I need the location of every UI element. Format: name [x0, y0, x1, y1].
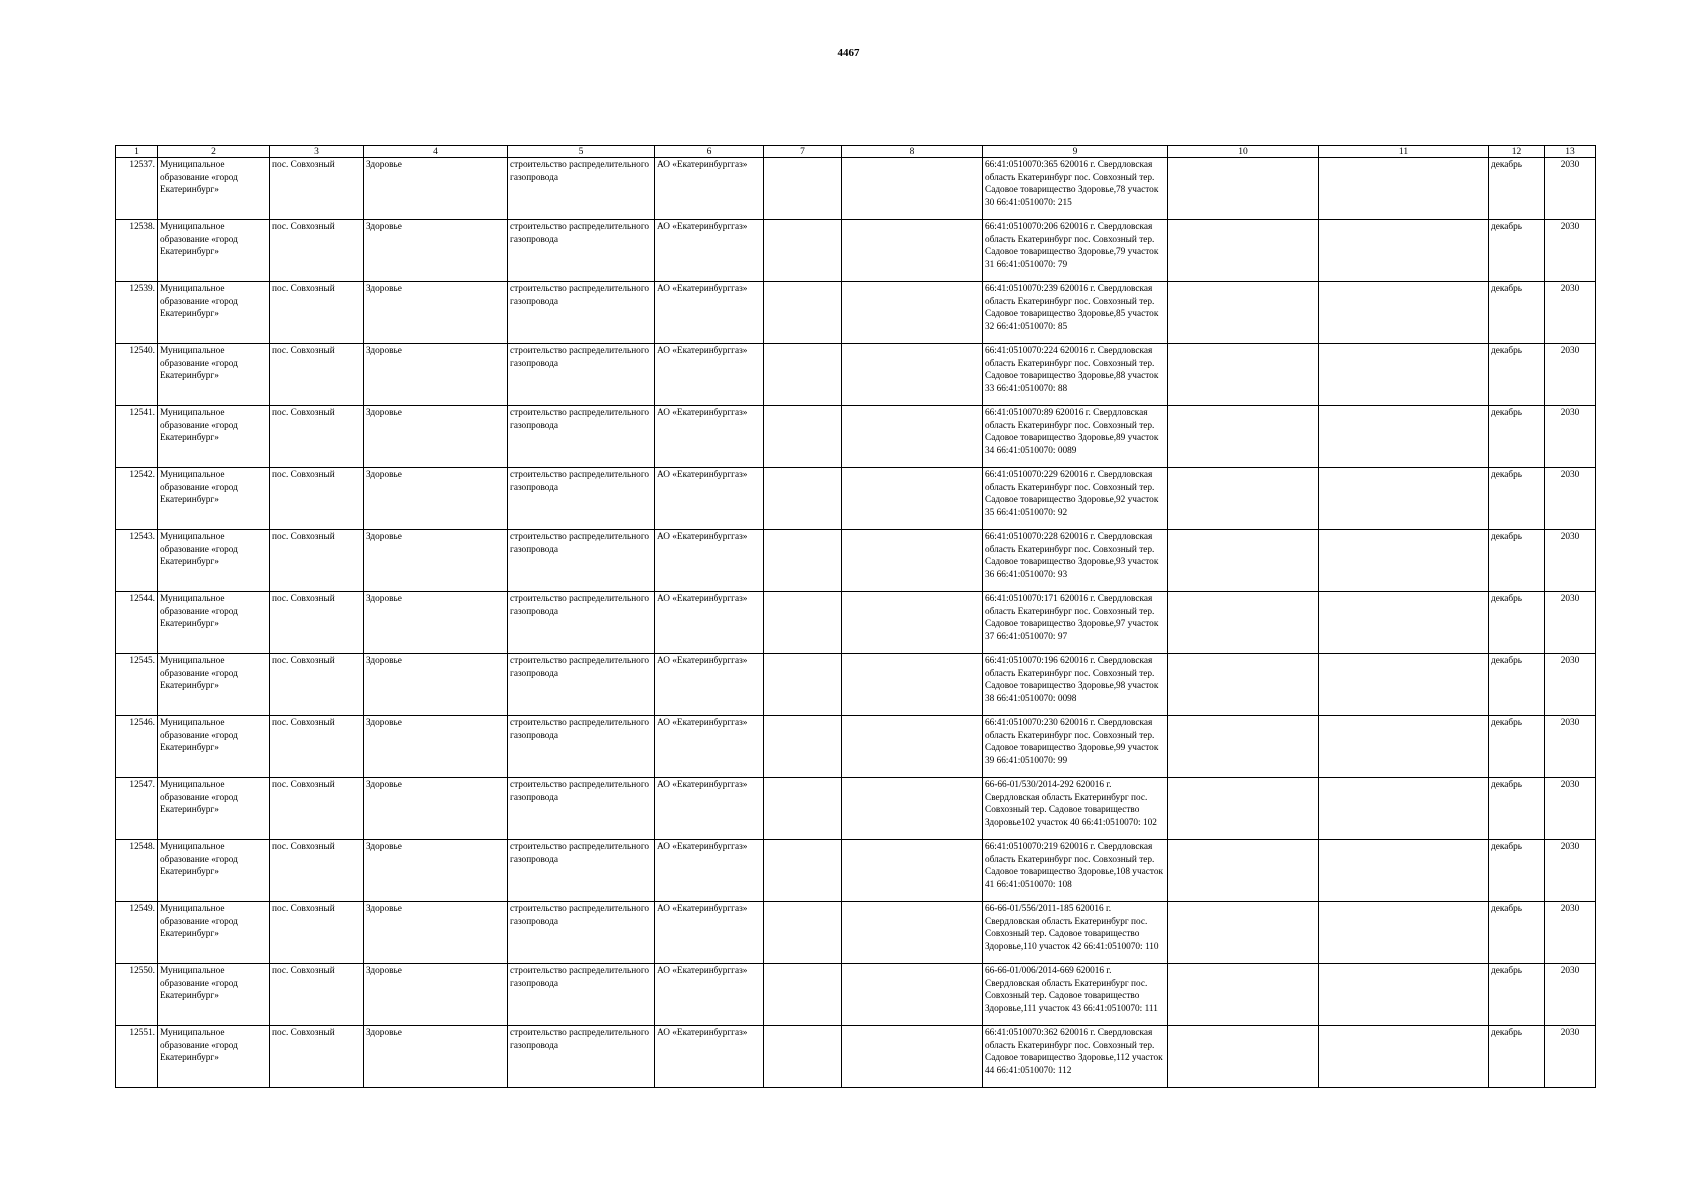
table-row: [116, 468, 1596, 530]
cadastral-address-cell: 66:41:0510070:228 620016 г. Свердловская область Екатеринбург пос. Совхозный тер. Садовое товарищество Здоровье,93 участок 36 66:41:0510070: 93: [983, 530, 1168, 592]
column-10-cell: [1168, 964, 1319, 1026]
column-8-cell: [842, 406, 983, 468]
cadastral-address-cell: 66:41:0510070:206 620016 г. Свердловская область Екатеринбург пос. Совхозный тер. Садовое товарищество Здоровье,79 участок 31 66:41:0510070: 79: [983, 220, 1168, 282]
year-cell: 2030: [1545, 902, 1596, 964]
column-header-4: 4: [364, 146, 508, 158]
work-type-cell: строительство распределительного газопровода: [508, 654, 655, 716]
table-row: [116, 592, 1596, 654]
row-number: 12549.: [116, 902, 158, 964]
column-10-cell: [1168, 654, 1319, 716]
year-cell: 2030: [1545, 654, 1596, 716]
locality-cell: Здоровье: [364, 902, 508, 964]
column-11-cell: [1319, 1026, 1489, 1088]
row-number: 12548.: [116, 840, 158, 902]
column-header-6: 6: [655, 146, 764, 158]
row-number: 12538.: [116, 220, 158, 282]
column-header-10: 10: [1168, 146, 1319, 158]
column-8-cell: [842, 530, 983, 592]
column-11-cell: [1319, 840, 1489, 902]
settlement-cell: пос. Совхозный: [270, 716, 364, 778]
organization-cell: АО «Екатеринбурггаз»: [655, 1026, 764, 1088]
entity-cell: Муниципальное образование «город Екатеринбург»: [158, 902, 270, 964]
entity-cell: Муниципальное образование «город Екатеринбург»: [158, 530, 270, 592]
column-10-cell: [1168, 592, 1319, 654]
work-type-cell: строительство распределительного газопровода: [508, 220, 655, 282]
entity-cell: Муниципальное образование «город Екатеринбург»: [158, 716, 270, 778]
year-cell: 2030: [1545, 1026, 1596, 1088]
settlement-cell: пос. Совхозный: [270, 406, 364, 468]
cadastral-address-cell: 66-66-01/530/2014-292 620016 г. Свердловская область Екатеринбург пос. Совхозный тер. Садовое товарищество Здоровье102 участок 40 66:41:0510070: 102: [983, 778, 1168, 840]
column-8-cell: [842, 840, 983, 902]
organization-cell: АО «Екатеринбурггаз»: [655, 654, 764, 716]
column-11-cell: [1319, 344, 1489, 406]
organization-cell: АО «Екатеринбурггаз»: [655, 716, 764, 778]
locality-cell: Здоровье: [364, 282, 508, 344]
page-number: 4467: [837, 47, 860, 59]
locality-cell: Здоровье: [364, 530, 508, 592]
column-header-3: 3: [270, 146, 364, 158]
work-type-cell: строительство распределительного газопровода: [508, 902, 655, 964]
column-10-cell: [1168, 530, 1319, 592]
column-11-cell: [1319, 530, 1489, 592]
column-10-cell: [1168, 902, 1319, 964]
cadastral-address-cell: 66:41:0510070:196 620016 г. Свердловская область Екатеринбург пос. Совхозный тер. Садовое товарищество Здоровье,98 участок 38 66:41:0510070: 0098: [983, 654, 1168, 716]
column-11-cell: [1319, 592, 1489, 654]
month-cell: декабрь: [1489, 902, 1545, 964]
row-number: 12540.: [116, 344, 158, 406]
organization-cell: АО «Екатеринбурггаз»: [655, 468, 764, 530]
locality-cell: Здоровье: [364, 1026, 508, 1088]
row-number: 12545.: [116, 654, 158, 716]
column-7-cell: [764, 902, 842, 964]
row-number: 12543.: [116, 530, 158, 592]
column-7-cell: [764, 282, 842, 344]
month-cell: декабрь: [1489, 530, 1545, 592]
column-8-cell: [842, 716, 983, 778]
year-cell: 2030: [1545, 592, 1596, 654]
work-type-cell: строительство распределительного газопровода: [508, 778, 655, 840]
column-8-cell: [842, 592, 983, 654]
work-type-cell: строительство распределительного газопровода: [508, 158, 655, 220]
column-11-cell: [1319, 778, 1489, 840]
column-7-cell: [764, 220, 842, 282]
locality-cell: Здоровье: [364, 778, 508, 840]
column-8-cell: [842, 282, 983, 344]
column-11-cell: [1319, 406, 1489, 468]
cadastral-address-cell: 66:41:0510070:229 620016 г. Свердловская область Екатеринбург пос. Совхозный тер. Садовое товарищество Здоровье,92 участок 35 66:41:0510070: 92: [983, 468, 1168, 530]
column-8-cell: [842, 158, 983, 220]
year-cell: 2030: [1545, 716, 1596, 778]
locality-cell: Здоровье: [364, 406, 508, 468]
column-11-cell: [1319, 716, 1489, 778]
column-8-cell: [842, 1026, 983, 1088]
month-cell: декабрь: [1489, 716, 1545, 778]
column-10-cell: [1168, 158, 1319, 220]
column-header-1: 1: [116, 146, 158, 158]
column-10-cell: [1168, 778, 1319, 840]
column-11-cell: [1319, 654, 1489, 716]
cadastral-address-cell: 66-66-01/006/2014-669 620016 г. Свердловская область Екатеринбург пос. Совхозный тер. Садовое товарищество Здоровье,111 участок 43 66:41:0510070: 111: [983, 964, 1168, 1026]
cadastral-address-cell: 66:41:0510070:230 620016 г. Свердловская область Екатеринбург пос. Совхозный тер. Садовое товарищество Здоровье,99 участок 39 66:41:0510070: 99: [983, 716, 1168, 778]
row-number: 12537.: [116, 158, 158, 220]
registry-table: [115, 145, 1596, 1088]
row-number: 12542.: [116, 468, 158, 530]
column-11-cell: [1319, 964, 1489, 1026]
column-number-header: [116, 146, 1596, 158]
organization-cell: АО «Екатеринбурггаз»: [655, 158, 764, 220]
settlement-cell: пос. Совхозный: [270, 158, 364, 220]
row-number: 12539.: [116, 282, 158, 344]
table-row: [116, 344, 1596, 406]
table-row: [116, 406, 1596, 468]
column-11-cell: [1319, 468, 1489, 530]
locality-cell: Здоровье: [364, 468, 508, 530]
column-7-cell: [764, 406, 842, 468]
column-8-cell: [842, 902, 983, 964]
entity-cell: Муниципальное образование «город Екатеринбург»: [158, 964, 270, 1026]
table-row: [116, 654, 1596, 716]
row-number: 12546.: [116, 716, 158, 778]
month-cell: декабрь: [1489, 468, 1545, 530]
column-7-cell: [764, 716, 842, 778]
table-row: [116, 716, 1596, 778]
entity-cell: Муниципальное образование «город Екатеринбург»: [158, 654, 270, 716]
month-cell: декабрь: [1489, 1026, 1545, 1088]
column-8-cell: [842, 220, 983, 282]
entity-cell: Муниципальное образование «город Екатеринбург»: [158, 406, 270, 468]
organization-cell: АО «Екатеринбурггаз»: [655, 220, 764, 282]
work-type-cell: строительство распределительного газопровода: [508, 1026, 655, 1088]
year-cell: 2030: [1545, 282, 1596, 344]
month-cell: декабрь: [1489, 778, 1545, 840]
year-cell: 2030: [1545, 964, 1596, 1026]
column-8-cell: [842, 654, 983, 716]
cadastral-address-cell: 66:41:0510070:219 620016 г. Свердловская область Екатеринбург пос. Совхозный тер. Садовое товарищество Здоровье,108 участок 41 66:41:0510070: 108: [983, 840, 1168, 902]
table-row: [116, 840, 1596, 902]
work-type-cell: строительство распределительного газопровода: [508, 530, 655, 592]
column-7-cell: [764, 344, 842, 406]
entity-cell: Муниципальное образование «город Екатеринбург»: [158, 840, 270, 902]
entity-cell: Муниципальное образование «город Екатеринбург»: [158, 778, 270, 840]
work-type-cell: строительство распределительного газопровода: [508, 282, 655, 344]
year-cell: 2030: [1545, 344, 1596, 406]
organization-cell: АО «Екатеринбурггаз»: [655, 282, 764, 344]
organization-cell: АО «Екатеринбурггаз»: [655, 406, 764, 468]
column-header-8: 8: [842, 146, 983, 158]
column-7-cell: [764, 158, 842, 220]
column-7-cell: [764, 592, 842, 654]
column-10-cell: [1168, 840, 1319, 902]
settlement-cell: пос. Совхозный: [270, 840, 364, 902]
work-type-cell: строительство распределительного газопровода: [508, 406, 655, 468]
month-cell: декабрь: [1489, 654, 1545, 716]
column-7-cell: [764, 1026, 842, 1088]
entity-cell: Муниципальное образование «город Екатеринбург»: [158, 592, 270, 654]
column-header-7: 7: [764, 146, 842, 158]
table-row: [116, 1026, 1596, 1088]
entity-cell: Муниципальное образование «город Екатеринбург»: [158, 220, 270, 282]
column-header-11: 11: [1319, 146, 1489, 158]
settlement-cell: пос. Совхозный: [270, 1026, 364, 1088]
year-cell: 2030: [1545, 840, 1596, 902]
year-cell: 2030: [1545, 158, 1596, 220]
cadastral-address-cell: 66:41:0510070:89 620016 г. Свердловская область Екатеринбург пос. Совхозный тер. Садовое товарищество Здоровье,89 участок 34 66:41:0510070: 0089: [983, 406, 1168, 468]
locality-cell: Здоровье: [364, 220, 508, 282]
column-11-cell: [1319, 220, 1489, 282]
locality-cell: Здоровье: [364, 716, 508, 778]
work-type-cell: строительство распределительного газопровода: [508, 592, 655, 654]
cadastral-address-cell: 66:41:0510070:171 620016 г. Свердловская область Екатеринбург пос. Совхозный тер. Садовое товарищество Здоровье,97 участок 37 66:41:0510070: 97: [983, 592, 1168, 654]
row-number: 12551.: [116, 1026, 158, 1088]
settlement-cell: пос. Совхозный: [270, 344, 364, 406]
year-cell: 2030: [1545, 468, 1596, 530]
cadastral-address-cell: 66:41:0510070:365 620016 г. Свердловская область Екатеринбург пос. Совхозный тер. Садовое товарищество Здоровье,78 участок 30 66:41:0510070: 215: [983, 158, 1168, 220]
row-number: 12544.: [116, 592, 158, 654]
locality-cell: Здоровье: [364, 158, 508, 220]
column-8-cell: [842, 964, 983, 1026]
table-row: [116, 220, 1596, 282]
month-cell: декабрь: [1489, 282, 1545, 344]
column-10-cell: [1168, 344, 1319, 406]
settlement-cell: пос. Совхозный: [270, 530, 364, 592]
column-7-cell: [764, 778, 842, 840]
column-11-cell: [1319, 902, 1489, 964]
column-7-cell: [764, 964, 842, 1026]
work-type-cell: строительство распределительного газопровода: [508, 964, 655, 1026]
month-cell: декабрь: [1489, 406, 1545, 468]
year-cell: 2030: [1545, 406, 1596, 468]
settlement-cell: пос. Совхозный: [270, 902, 364, 964]
row-number: 12547.: [116, 778, 158, 840]
year-cell: 2030: [1545, 220, 1596, 282]
month-cell: декабрь: [1489, 220, 1545, 282]
cadastral-address-cell: 66:41:0510070:224 620016 г. Свердловская область Екатеринбург пос. Совхозный тер. Садовое товарищество Здоровье,88 участок 33 66:41:0510070: 88: [983, 344, 1168, 406]
table-row: [116, 778, 1596, 840]
organization-cell: АО «Екатеринбурггаз»: [655, 964, 764, 1026]
entity-cell: Муниципальное образование «город Екатеринбург»: [158, 282, 270, 344]
cadastral-address-cell: 66-66-01/556/2011-185 620016 г. Свердловская область Екатеринбург пос. Совхозный тер. Садовое товарищество Здоровье,110 участок 42 66:41:0510070: 110: [983, 902, 1168, 964]
month-cell: декабрь: [1489, 344, 1545, 406]
table-body: [116, 158, 1596, 1088]
year-cell: 2030: [1545, 530, 1596, 592]
entity-cell: Муниципальное образование «город Екатеринбург»: [158, 1026, 270, 1088]
column-10-cell: [1168, 406, 1319, 468]
work-type-cell: строительство распределительного газопровода: [508, 840, 655, 902]
month-cell: декабрь: [1489, 592, 1545, 654]
table-row: [116, 282, 1596, 344]
column-10-cell: [1168, 468, 1319, 530]
column-header-2: 2: [158, 146, 270, 158]
column-10-cell: [1168, 716, 1319, 778]
cadastral-address-cell: 66:41:0510070:239 620016 г. Свердловская область Екатеринбург пос. Совхозный тер. Садовое товарищество Здоровье,85 участок 32 66:41:0510070: 85: [983, 282, 1168, 344]
column-8-cell: [842, 778, 983, 840]
column-header-9: 9: [983, 146, 1168, 158]
column-10-cell: [1168, 282, 1319, 344]
settlement-cell: пос. Совхозный: [270, 468, 364, 530]
column-8-cell: [842, 344, 983, 406]
column-7-cell: [764, 468, 842, 530]
settlement-cell: пос. Совхозный: [270, 654, 364, 716]
organization-cell: АО «Екатеринбурггаз»: [655, 592, 764, 654]
locality-cell: Здоровье: [364, 344, 508, 406]
locality-cell: Здоровье: [364, 592, 508, 654]
column-header-12: 12: [1489, 146, 1545, 158]
column-8-cell: [842, 468, 983, 530]
organization-cell: АО «Екатеринбурггаз»: [655, 530, 764, 592]
settlement-cell: пос. Совхозный: [270, 282, 364, 344]
row-number: 12550.: [116, 964, 158, 1026]
cadastral-address-cell: 66:41:0510070:362 620016 г. Свердловская область Екатеринбург пос. Совхозный тер. Садовое товарищество Здоровье,112 участок 44 66:41:0510070: 112: [983, 1026, 1168, 1088]
column-11-cell: [1319, 282, 1489, 344]
month-cell: декабрь: [1489, 158, 1545, 220]
row-number: 12541.: [116, 406, 158, 468]
column-10-cell: [1168, 1026, 1319, 1088]
year-cell: 2030: [1545, 778, 1596, 840]
month-cell: декабрь: [1489, 840, 1545, 902]
organization-cell: АО «Екатеринбурггаз»: [655, 344, 764, 406]
table-row: [116, 158, 1596, 220]
column-header-13: 13: [1545, 146, 1596, 158]
entity-cell: Муниципальное образование «город Екатеринбург»: [158, 158, 270, 220]
column-7-cell: [764, 530, 842, 592]
settlement-cell: пос. Совхозный: [270, 592, 364, 654]
organization-cell: АО «Екатеринбурггаз»: [655, 902, 764, 964]
column-11-cell: [1319, 158, 1489, 220]
settlement-cell: пос. Совхозный: [270, 778, 364, 840]
month-cell: декабрь: [1489, 964, 1545, 1026]
table-row: [116, 530, 1596, 592]
settlement-cell: пос. Совхозный: [270, 220, 364, 282]
table-row: [116, 902, 1596, 964]
work-type-cell: строительство распределительного газопровода: [508, 468, 655, 530]
settlement-cell: пос. Совхозный: [270, 964, 364, 1026]
entity-cell: Муниципальное образование «город Екатеринбург»: [158, 468, 270, 530]
locality-cell: Здоровье: [364, 654, 508, 716]
column-header-5: 5: [508, 146, 655, 158]
table-row: [116, 964, 1596, 1026]
organization-cell: АО «Екатеринбурггаз»: [655, 778, 764, 840]
locality-cell: Здоровье: [364, 840, 508, 902]
column-7-cell: [764, 840, 842, 902]
entity-cell: Муниципальное образование «город Екатеринбург»: [158, 344, 270, 406]
column-10-cell: [1168, 220, 1319, 282]
organization-cell: АО «Екатеринбурггаз»: [655, 840, 764, 902]
locality-cell: Здоровье: [364, 964, 508, 1026]
column-7-cell: [764, 654, 842, 716]
work-type-cell: строительство распределительного газопровода: [508, 344, 655, 406]
work-type-cell: строительство распределительного газопровода: [508, 716, 655, 778]
